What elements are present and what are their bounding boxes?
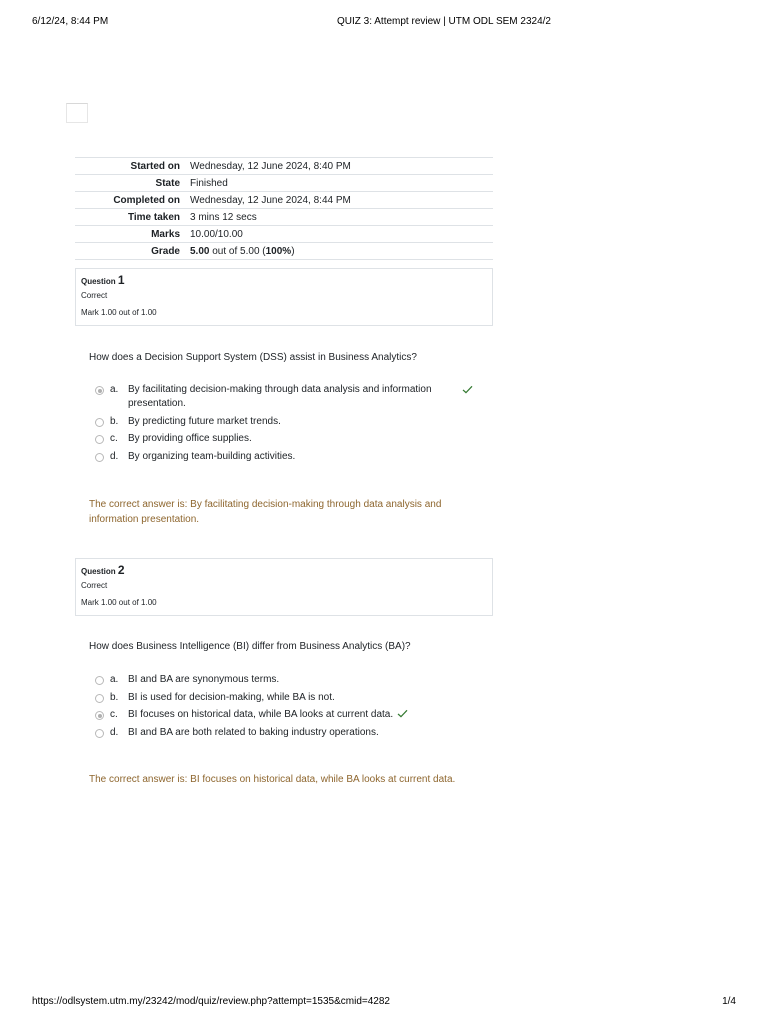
answer-text: By organizing team-building activities. [128,450,296,462]
answer-text: By facilitating decision-making through data analysis and information presentation. [128,384,432,409]
summary-row-grade [75,243,493,260]
answer-option-b[interactable] [95,691,485,705]
question-1-text: How does a Decision Support System (DSS) assist in Business Analytics? [89,352,417,363]
radio-button[interactable] [95,386,104,395]
summary-label: Completed on [75,192,185,209]
summary-label: Grade [75,243,185,260]
grade-close: ) [291,245,295,257]
grade-percent: 100% [265,245,292,257]
summary-value: Wednesday, 12 June 2024, 8:40 PM [185,158,493,175]
answer-letter: d. [110,450,119,462]
answer-letter: b. [110,415,119,427]
print-datetime: 6/12/24, 8:44 PM [32,16,109,27]
radio-button[interactable] [95,453,104,462]
summary-value: 3 mins 12 secs [185,209,493,226]
question-mark: Mark 1.00 out of 1.00 [81,598,157,607]
summary-label: Marks [75,226,185,243]
question-number: Question 1 [81,273,125,287]
radio-button[interactable] [95,694,104,703]
answer-option-d[interactable] [95,450,485,464]
grade-value [185,243,493,260]
question-state: Correct [81,581,108,590]
summary-value: Wednesday, 12 June 2024, 8:44 PM [185,192,493,209]
question-mark: Mark 1.00 out of 1.00 [81,308,157,317]
grade-out-of: out of 5.00 ( [209,245,266,257]
answer-option-d[interactable] [95,726,485,740]
print-url: https://odlsystem.utm.my/23242/mod/quiz/review.php?attempt=1535&cmid=4282 [32,996,390,1007]
question-2-answers [95,673,485,743]
answer-text: By providing office supplies. [128,433,252,444]
answer-option-c[interactable] [95,432,485,446]
attempt-summary-table [75,157,493,260]
print-page-number: 1/4 [722,996,736,1007]
question-2-text: How does Business Intelligence (BI) differ from Business Analytics (BA)? [89,641,411,652]
question-1-feedback: The correct answer is: By facilitating decision-making through data analysis and information presentation. [89,499,442,525]
answer-option-a[interactable] [95,673,485,687]
radio-button[interactable] [95,418,104,427]
answer-option-c[interactable] [95,708,485,722]
answer-letter: c. [110,709,118,720]
question-2-info [75,558,493,616]
answer-text: By predicting future market trends. [128,415,281,427]
radio-button[interactable] [95,435,104,444]
answer-text: BI focuses on historical data, while BA looks at current data. [128,709,394,720]
summary-row-completed [75,192,493,209]
summary-row-marks [75,226,493,243]
summary-label: State [75,175,185,192]
question-number-value: 1 [117,273,125,287]
answer-text: BI and BA are both related to baking industry operations. [128,726,379,738]
question-1-info [75,268,493,326]
answer-text: BI is used for decision-making, while BA is not. [128,691,335,703]
question-1-answers [95,383,485,467]
answer-letter: d. [110,726,119,738]
radio-button[interactable] [95,676,104,685]
question-number-value: 2 [117,563,125,577]
answer-text: BI and BA are synonymous terms. [128,674,280,685]
answer-letter: c. [110,433,118,444]
question-2-feedback: The correct answer is: BI focuses on historical data, while BA looks at current data. [89,774,456,785]
check-icon [462,385,473,394]
summary-row-state [75,175,493,192]
answer-letter: a. [110,674,119,685]
summary-label: Started on [75,158,185,175]
answer-letter: a. [110,384,119,395]
check-icon [397,709,408,718]
grade-score: 5.00 [190,245,210,257]
summary-row-time-taken [75,209,493,226]
site-logo[interactable] [66,103,88,123]
summary-label: Time taken [75,209,185,226]
answer-letter: b. [110,691,119,703]
question-number: Question 2 [81,563,125,577]
answer-option-b[interactable] [95,415,485,429]
answer-option-a[interactable] [95,383,485,411]
summary-row-started [75,158,493,175]
question-state: Correct [81,291,108,300]
summary-value: Finished [185,175,493,192]
radio-button[interactable] [95,711,104,720]
summary-value: 10.00/10.00 [185,226,493,243]
print-title: QUIZ 3: Attempt review | UTM ODL SEM 2324/2 [337,16,551,27]
radio-button[interactable] [95,729,104,738]
